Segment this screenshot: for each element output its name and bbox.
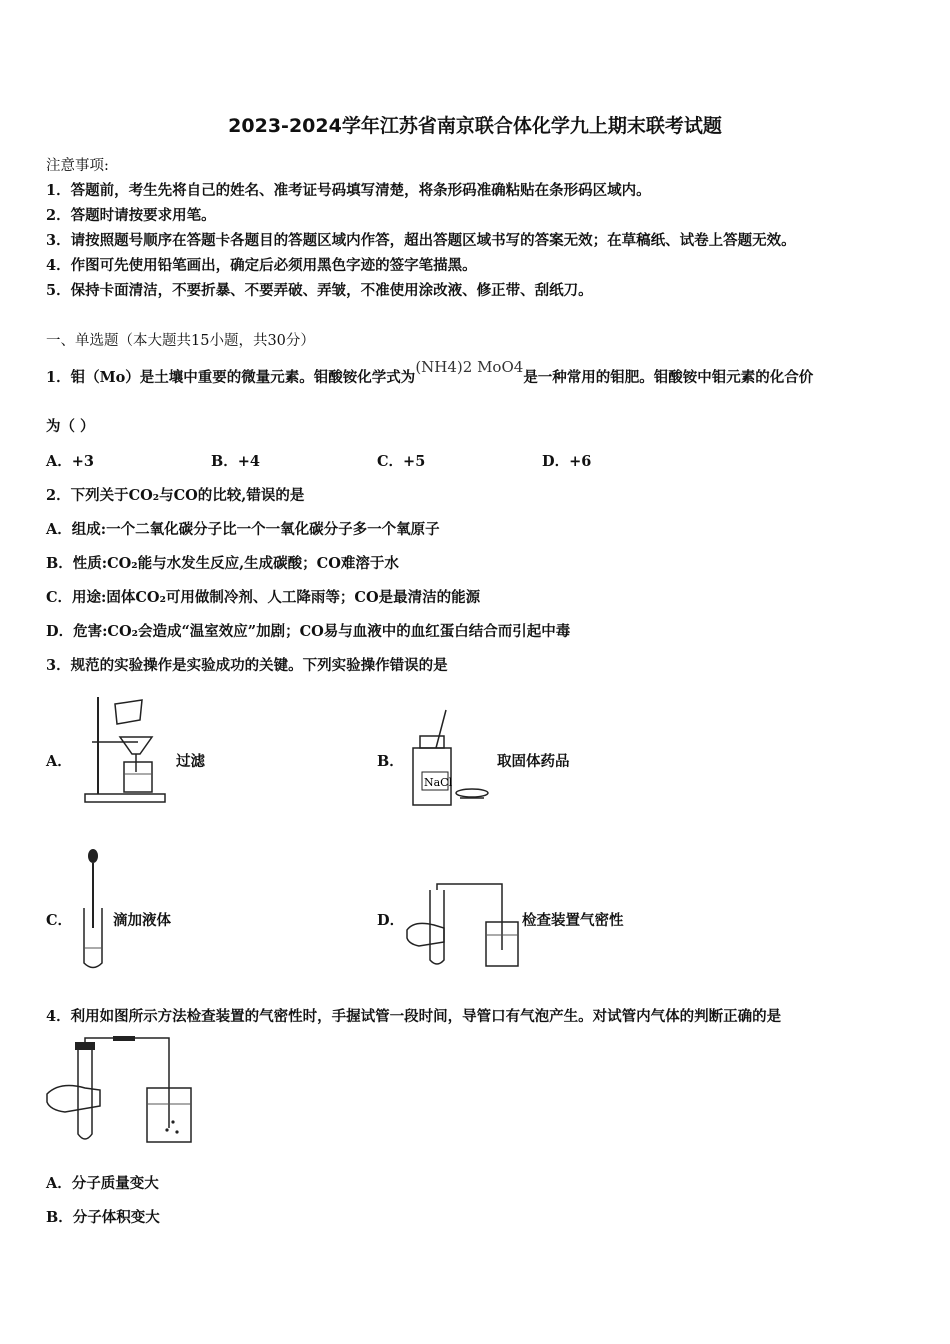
notice-item: 2．答题时请按要求用笔。: [46, 207, 216, 224]
airtightness-figure: [45, 1036, 195, 1146]
notice-item: 5．保持卡面清洁，不要折暴、不要弄破、弄皱，不准使用涂改液、修正带、刮纸刀。: [46, 282, 593, 299]
question-2-stem: 2．下列关于CO₂与CO的比较,错误的是: [46, 487, 305, 504]
q3-option-d-label: 检查装置气密性: [522, 912, 624, 929]
q2-option-a[interactable]: A．组成:一个二氧化碳分子比一个一氧化碳分子多一个氧原子: [46, 521, 440, 538]
q3-option-c-letter[interactable]: C．: [46, 912, 73, 929]
q2-option-b[interactable]: B．性质:CO₂能与水发生反应,生成碳酸；CO难溶于水: [46, 555, 399, 572]
q3-option-c-label: 滴加液体: [113, 912, 171, 929]
question-1-after: 是一种常用的钼肥。钼酸铵中钼元素的化合价: [523, 369, 814, 386]
question-4-stem: 4．利用如图所示方法检查装置的气密性时，手握试管一段时间，导管口有气泡产生。对试管内气体的判断正确的是: [46, 1008, 782, 1025]
notice-item: 1．答题前，考生先将自己的姓名、准考证号码填写清楚，将条形码准确粘贴在条形码区域内。: [46, 182, 651, 199]
q3-option-d-letter[interactable]: D．: [377, 912, 405, 929]
solid-reagent-diagram: [408, 708, 493, 808]
q3-option-b-label: 取固体药品: [497, 753, 570, 770]
q3-option-b-letter[interactable]: B．: [377, 753, 404, 770]
question-1-line2: 为（ ）: [46, 418, 95, 435]
notice-item: 3．请按照题号顺序在答题卡各题目的答题区域内作答，超出答题区域书写的答案无效；在草稿纸、试卷上答题无效。: [46, 232, 796, 249]
question-3-stem: 3．规范的实验操作是实验成功的关键。下列实验操作错误的是: [46, 657, 448, 674]
q1-option-a[interactable]: A．+3: [46, 453, 94, 470]
notice-heading: 注意事项:: [46, 158, 109, 174]
question-1-stem: [46, 358, 814, 387]
nacl-label: NaCl: [424, 776, 453, 789]
q1-option-d[interactable]: D．+6: [542, 453, 592, 470]
filtration-diagram: [80, 692, 175, 807]
q3-option-a-letter[interactable]: A．: [46, 753, 72, 770]
section-heading: 一、单选题（本大题共15小题，共30分）: [46, 333, 315, 349]
notice-item: 4．作图可先使用铅笔画出，确定后必须用黑色字迹的签字笔描黑。: [46, 257, 477, 274]
q1-option-b[interactable]: B．+4: [211, 453, 260, 470]
q3-option-a-label: 过滤: [176, 753, 205, 770]
dropper-diagram: [76, 848, 110, 973]
q4-option-a[interactable]: A．分子质量变大: [46, 1175, 159, 1192]
q4-option-b[interactable]: B．分子体积变大: [46, 1209, 160, 1226]
q1-option-c[interactable]: C．+5: [377, 453, 426, 470]
chemical-formula: (NH4)2 MoO4: [415, 358, 524, 376]
q2-option-d[interactable]: D．危害:CO₂会造成“温室效应”加剧；CO易与血液中的血红蛋白结合而引起中毒: [46, 623, 571, 640]
page-title: 2023-2024学年江苏省南京联合体化学九上期末联考试题: [228, 115, 722, 137]
question-1-before: 1．钼（Mo）是土壤中重要的微量元素。钼酸铵化学式为: [46, 369, 416, 386]
airtightness-diagram: [404, 880, 522, 970]
q2-option-c[interactable]: C．用途:固体CO₂可用做制冷剂、人工降雨等；CO是最清洁的能源: [46, 589, 481, 606]
